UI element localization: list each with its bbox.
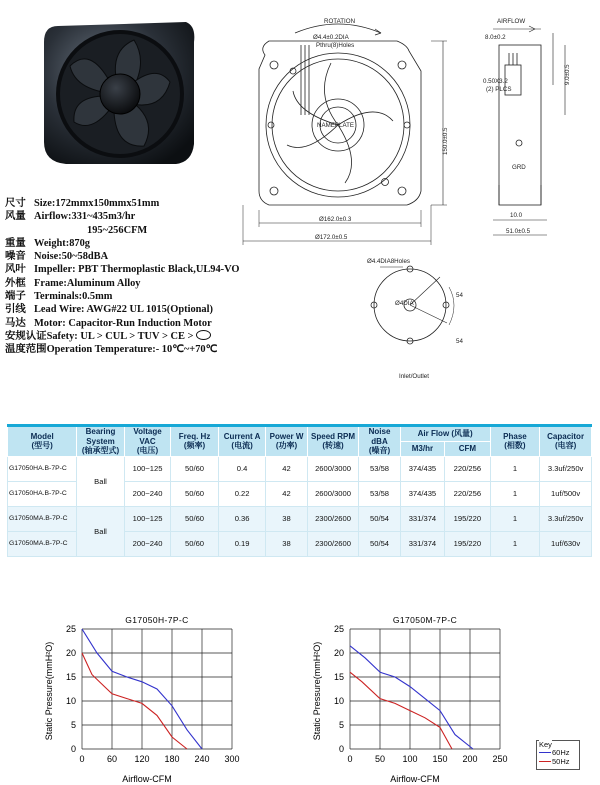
col-speed: Speed RPM (转速) [307, 426, 359, 457]
col-voltage: Voltage VAC (电压) [124, 426, 171, 457]
cell-noise: 53/58 [359, 481, 400, 506]
spec-list [5, 197, 305, 357]
x-tick-label: 300 [224, 754, 240, 764]
inlet-holes-label: Ø4.4DIA8Holes [367, 258, 410, 265]
spec-row [5, 263, 305, 276]
cell-speed: 2300/2600 [307, 506, 359, 531]
y-tick-label: 5 [338, 720, 344, 730]
spec-value: Safety: UL > CUL > TUV > CE > [46, 330, 194, 342]
inlet-outlet-label: Inlet/Outlet [399, 373, 429, 380]
x-tick-label: 250 [492, 754, 508, 764]
dim-150-label: 150.0±0.5 [442, 127, 449, 155]
ccc-mark-icon [196, 330, 211, 340]
spec-row [5, 330, 305, 343]
x-tick-label: 180 [164, 754, 180, 764]
cell-m3: 374/435 [400, 481, 444, 506]
cell-model: G17050HA.B-7P-C [8, 456, 77, 481]
x-tick-label: 120 [134, 754, 150, 764]
x-tick-label: 240 [194, 754, 210, 764]
col-phase: Phase (相数) [490, 426, 540, 457]
cell-bearing: Ball [77, 506, 125, 556]
y-tick-label: 20 [333, 648, 344, 658]
spec-value: Airflow:331~435m3/hr [34, 211, 136, 223]
y-tick-label: 20 [65, 648, 76, 658]
cell-cfm: 220/256 [445, 456, 490, 481]
chart-title: G17050H-7P-C [125, 615, 189, 625]
col-power: Power W (功率) [266, 426, 307, 457]
spec-value: Size:172mmx150mmx51mm [34, 198, 160, 209]
cell-power: 42 [266, 481, 307, 506]
y-tick-label: 10 [65, 696, 76, 706]
thru-holes-label: Pthru(8)Holes [316, 42, 355, 49]
cell-noise: 50/54 [359, 506, 400, 531]
x-tick-label: 50 [374, 754, 386, 764]
cell-current: 0.36 [218, 506, 266, 531]
cell-speed: 2300/2600 [307, 531, 359, 556]
spec-label-cn: 风量 [5, 211, 26, 223]
airflow-label: AIRFLOW [497, 18, 526, 25]
spec-row [5, 303, 305, 316]
spec-row [5, 317, 305, 330]
cell-current: 0.4 [218, 456, 266, 481]
cell-noise: 53/58 [359, 456, 400, 481]
cell-voltage: 100~125 [124, 456, 171, 481]
spec-label-cn: 温度范围 [5, 344, 47, 356]
spec-row [5, 210, 305, 223]
spec-row [5, 237, 305, 250]
cell-speed: 2600/3000 [307, 481, 359, 506]
spec-value: Impeller: PBT Thermoplastic Black,UL94-VO [34, 264, 240, 276]
pressure-chart-h [40, 612, 260, 782]
dim-172-label: Ø172.0±0.5 [315, 234, 348, 241]
spec-value: 195~256CFM [87, 224, 148, 236]
x-tick-label: 100 [402, 754, 418, 764]
cell-power: 38 [266, 531, 307, 556]
nameplate-label: NAMEPLATE [317, 122, 355, 129]
spec-row [5, 277, 305, 290]
cell-phase: 1 [490, 506, 540, 531]
chart-title: G17050M-7P-C [392, 615, 458, 625]
cell-power: 38 [266, 506, 307, 531]
series-line-50hz [350, 672, 452, 749]
cell-model: G17050HA.B-7P-C [8, 481, 77, 506]
y-axis-label: Static Pressure(mmH²O) [312, 641, 322, 741]
cell-phase: 1 [490, 456, 540, 481]
spec-row [5, 343, 305, 356]
cell-speed: 2600/3000 [307, 456, 359, 481]
chart-key [536, 740, 580, 770]
hole-dia-label: Ø4.4±0.2DIA [313, 34, 349, 41]
cell-cfm: 220/256 [445, 481, 490, 506]
series-line-60hz [350, 646, 473, 749]
spec-table [7, 424, 592, 548]
cell-power: 42 [266, 456, 307, 481]
y-axis-label: Static Pressure(mmH²O) [44, 641, 54, 741]
cell-m3: 331/374 [400, 506, 444, 531]
spec-row [5, 197, 305, 210]
cell-phase: 1 [490, 531, 540, 556]
dim-8-label: 8.0±0.2 [485, 34, 506, 41]
spec-value: Terminals:0.5mm [34, 291, 113, 303]
key-label-60hz: 60Hz [552, 748, 570, 757]
x-tick-label: 0 [347, 754, 353, 764]
dim-9-label: 9.0±0.5 [564, 64, 571, 85]
cell-voltage: 200~240 [124, 531, 171, 556]
cell-cfm: 195/220 [445, 506, 490, 531]
col-model: Model (型号) [8, 426, 77, 457]
x-tick-label: 200 [462, 754, 478, 764]
spec-label-cn: 尺寸 [5, 198, 26, 209]
col-noise: Noise dBA (噪音) [359, 426, 400, 457]
spec-value: Operation Temperature:- 10℃~+70℃ [46, 344, 218, 356]
rotation-label: ROTATION [324, 18, 356, 25]
cell-m3: 374/435 [400, 456, 444, 481]
cell-cap: 1uf/500v [540, 481, 592, 506]
x-tick-label: 150 [432, 754, 448, 764]
x-axis-label: Airflow-CFM [122, 774, 172, 782]
col-bearing: Bearing System (轴承型式) [77, 426, 125, 457]
cell-freq: 50/60 [171, 531, 219, 556]
inlet-dia-label: Ø4DIA [395, 300, 414, 307]
dim-51-label: 51.0±0.5 [506, 228, 531, 235]
spec-label-cn: 安规认证 [5, 330, 47, 342]
dim-10-label: 10.0 [510, 212, 523, 219]
fan-photo [36, 12, 202, 170]
y-tick-label: 25 [333, 624, 344, 634]
cell-cap: 1uf/630v [540, 531, 592, 556]
x-axis-label: Airflow-CFM [390, 774, 440, 782]
col-freq: Freq. Hz (频率) [171, 426, 219, 457]
cell-current: 0.19 [218, 531, 266, 556]
col-airflow: Air Flow (风量) [400, 426, 490, 442]
cell-voltage: 100~125 [124, 506, 171, 531]
dim-plcs-label: (2) PLCS [486, 86, 512, 93]
table-row [8, 456, 592, 481]
spec-row [5, 224, 305, 237]
spec-row [5, 250, 305, 263]
col-m3hr: M3/hr [400, 441, 444, 456]
y-tick-label: 15 [65, 672, 76, 682]
key-label-50hz: 50Hz [552, 757, 570, 766]
spec-value: Weight:870g [34, 237, 90, 249]
spec-label-cn: 引线 [5, 304, 26, 316]
cell-model: G17050MA.B-7P-C [8, 506, 77, 531]
y-tick-label: 5 [70, 720, 76, 730]
spec-value: Lead Wire: AWG#22 UL 1015(Optional) [34, 304, 213, 316]
table-row [8, 506, 592, 531]
x-tick-label: 0 [79, 754, 85, 764]
spec-value: Noise:50~58dBA [34, 251, 109, 263]
pressure-chart-m [308, 612, 538, 782]
col-capacitor: Capacitor (电容) [540, 426, 592, 457]
cell-freq: 50/60 [171, 481, 219, 506]
col-current: Current A (电流) [218, 426, 266, 457]
grd-label: GRD [512, 164, 526, 171]
x-tick-label: 60 [106, 754, 118, 764]
key-title: Key [539, 740, 552, 749]
cell-voltage: 200~240 [124, 481, 171, 506]
cell-model: G17050MA.B-7P-C [8, 531, 77, 556]
y-tick-label: 15 [333, 672, 344, 682]
cell-current: 0.22 [218, 481, 266, 506]
dim-050-label: 0.50X3.2 [483, 78, 508, 85]
y-tick-label: 0 [70, 744, 76, 754]
key-line-60hz [539, 752, 551, 753]
cell-phase: 1 [490, 481, 540, 506]
spec-label-cn: 端子 [5, 291, 26, 303]
cell-cap: 3.3uf/250v [540, 456, 592, 481]
cell-freq: 50/60 [171, 506, 219, 531]
cell-noise: 50/54 [359, 531, 400, 556]
y-tick-label: 25 [65, 624, 76, 634]
y-tick-label: 10 [333, 696, 344, 706]
cell-m3: 331/374 [400, 531, 444, 556]
dim-54b-label: 54 [456, 338, 463, 345]
spec-value: Frame:Aluminum Alloy [34, 277, 141, 289]
y-tick-label: 0 [338, 744, 344, 754]
col-cfm: CFM [445, 441, 490, 456]
spec-label-cn: 外框 [5, 277, 26, 289]
spec-label-cn: 噪音 [5, 251, 26, 263]
dim-162-label: Ø162.0±0.3 [319, 216, 352, 223]
cell-cfm: 195/220 [445, 531, 490, 556]
spec-value: Motor: Capacitor-Run Induction Motor [34, 317, 212, 329]
spec-row [5, 290, 305, 303]
spec-label-cn: 风叶 [5, 264, 26, 276]
spec-label-cn: 马达 [5, 317, 26, 329]
key-line-50hz [539, 761, 551, 762]
dim-54a-label: 54 [456, 292, 463, 299]
cell-bearing: Ball [77, 456, 125, 506]
cell-cap: 3.3uf/250v [540, 506, 592, 531]
spec-label-cn: 重量 [5, 237, 26, 249]
cell-freq: 50/60 [171, 456, 219, 481]
